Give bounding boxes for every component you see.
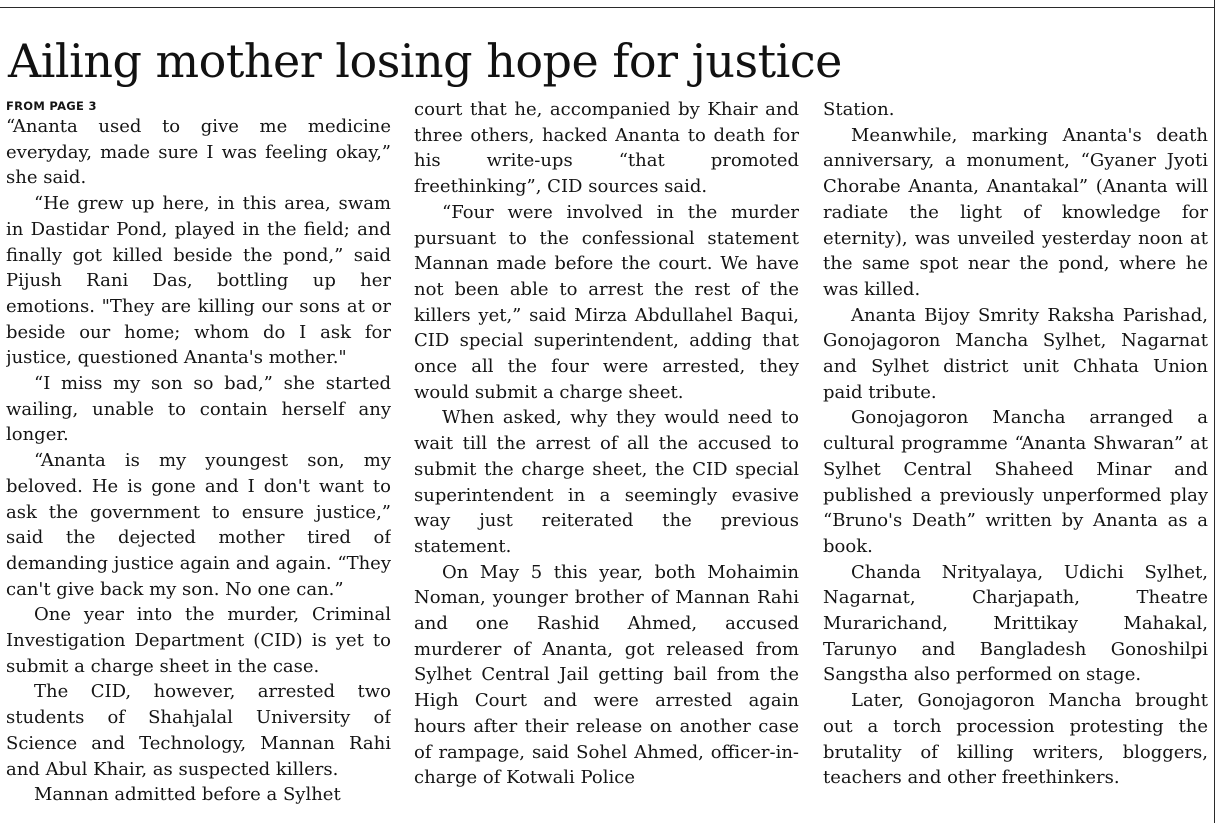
- paragraph: Ananta Bijoy Smrity Raksha Parishad, Gonojagoron Mancha Sylhet, Nagarnat and Sylhet district unit Chhata Union paid tribute.: [823, 304, 1208, 403]
- paragraph: On May 5 this year, both Mohaimin Noman, younger brother of Mannan Rahi and one Rashid Ahmed, accused murderer of Ananta, got released from Sylhet Central Jail getting bail from the High Court and were arrested again hours after their release on another case of rampage, said Sohel Ahmed, officer-in-charge of Kotwali Police: [414, 561, 799, 789]
- article-column-1: [6, 97, 391, 821]
- paragraph: Mannan admitted before a Sylhet: [34, 784, 341, 806]
- top-rule: [0, 7, 1214, 8]
- paragraph: The CID, however, arrested two students of Shahjalal University of Science and Technology, Mannan Rahi and Abul Khair, as suspected killers.: [6, 681, 391, 780]
- paragraph: “Ananta is my youngest son, my beloved. He is gone and I don't want to ask the government to ensure justice,” said the dejected mother tired of demanding justice again and again. “They can't give back my son. No one can.”: [6, 450, 391, 600]
- paragraph: Gonojagoron Mancha arranged a cultural programme “Ananta Shwaran” at Sylhet Central Shaheed Minar and published a previously unperformed play “Bruno's Death” written by Ananta as a book.: [823, 407, 1208, 557]
- paragraph: court that he, accompanied by Khair and three others, hacked Ananta to death for his write-ups “that promoted freethinking”, CID sources said.: [414, 99, 799, 198]
- headline: Ailing mother losing hope for justice: [8, 34, 842, 88]
- paragraph: Station.: [823, 99, 895, 120]
- jump-label: FROM PAGE 3: [6, 99, 97, 113]
- paragraph: “I miss my son so bad,” she started wailing, unable to contain herself any longer.: [6, 373, 391, 446]
- paragraph: Meanwhile, marking Ananta's death anniversary, a monument, “Gyaner Jyoti Chorabe Ananta, Anantakal” (Ananta will radiate the light of knowledge for eternity), was unveiled yesterday noon at the same spot near the pond, where he was killed.: [823, 124, 1208, 300]
- column-rule: [1214, 0, 1215, 823]
- paragraph: “Ananta used to give me medicine everyday, made sure I was feeling okay,” she said.: [6, 116, 391, 189]
- paragraph: One year into the murder, Criminal Investigation Department (CID) is yet to submit a charge sheet in the case.: [6, 604, 391, 677]
- paragraph: “He grew up here, in this area, swam in Dastidar Pond, played in the field; and finally got killed beside the pond,” said Pijush Rani Das, bottling up her emotions. "They are killing our sons at or beside our home; whom do I ask for justice, questioned Ananta's mother.": [6, 193, 391, 369]
- article-column-2: [414, 97, 799, 821]
- article-column-3: [823, 97, 1208, 821]
- paragraph: When asked, why they would need to wait till the arrest of all the accused to submit the charge sheet, the CID special superintendent in a seemingly evasive way just reiterated the previous statement.: [414, 407, 799, 557]
- paragraph: “Four were involved in the murder pursuant to the confessional statement Mannan made before the court. We have not been able to arrest the rest of the killers yet,” said Mirza Abdullahel Baqui, CID special superintendent, adding that once all the four were arrested, they would submit a charge sheet.: [414, 201, 799, 403]
- paragraph: Chanda Nrityalaya, Udichi Sylhet, Nagarnat, Charjapath, Theatre Murarichand, Mrittikay Mahakal, Tarunyo and Bangladesh Gonoshilpi Sangstha also performed on stage.: [823, 561, 1208, 686]
- paragraph: Later, Gonojagoron Mancha brought out a torch procession protesting the brutality of killing writers, bloggers, teachers and other freethinkers.: [823, 690, 1208, 789]
